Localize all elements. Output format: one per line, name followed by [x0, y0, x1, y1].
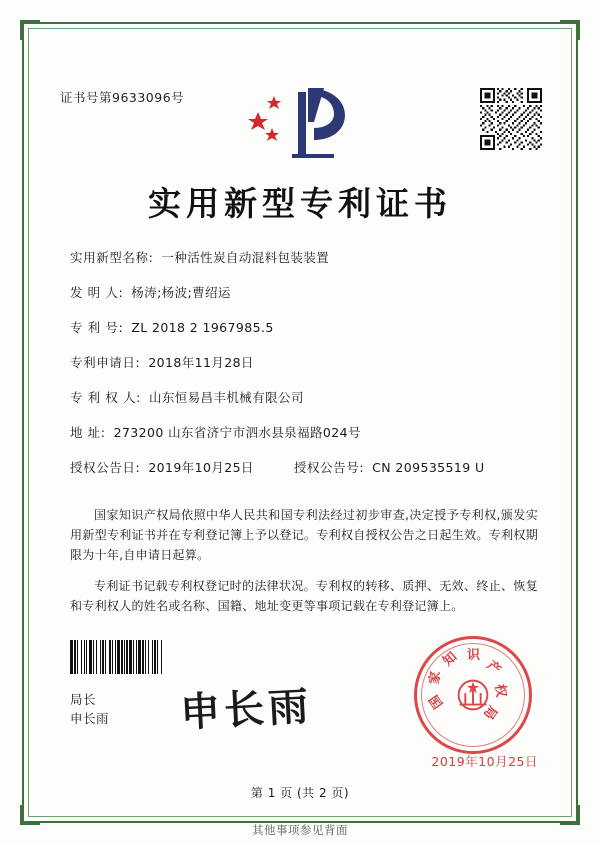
seal-character: 权	[491, 683, 509, 699]
field-label: 地 址:	[70, 425, 106, 440]
seal-character: 国	[426, 691, 447, 711]
signature-block	[70, 690, 109, 728]
field-label: 专 利 权 人:	[70, 390, 141, 405]
field-value: 山东恒易昌丰机械有限公司	[148, 390, 304, 405]
signature-name: 申长雨	[70, 711, 110, 726]
field-row-patentee	[70, 388, 540, 406]
grant-publication-group	[294, 458, 485, 476]
page-title: 实用新型专利证书	[148, 184, 452, 223]
patent-emblem-logo-icon	[248, 82, 352, 164]
seal-character: 产	[483, 658, 504, 678]
corner-ornament-top-left	[20, 20, 40, 40]
field-value: 杨涛;杨波;曹绍运	[131, 285, 231, 300]
field-value: 273200 山东省济宁市泗水县泉福路024号	[113, 425, 361, 440]
qr-code	[480, 88, 542, 150]
seal-character: 局	[480, 702, 500, 722]
field-row-patent-number	[70, 318, 540, 336]
seal-date: 2019年10月25日	[431, 754, 538, 769]
seal-character: 识	[467, 648, 481, 663]
national-emblem-icon	[450, 672, 496, 718]
field-list	[70, 248, 540, 493]
field-row-address	[70, 423, 540, 441]
official-seal	[414, 636, 532, 754]
field-label: 专 利 号:	[70, 320, 124, 335]
grant-publication-value: CN 209535519 U	[372, 460, 485, 475]
seal-character: 家	[427, 670, 444, 686]
field-value: 2018年11月28日	[148, 355, 254, 370]
back-side-note: 其他事项参见背面	[252, 823, 348, 837]
field-row-invention-name	[70, 248, 540, 266]
field-label: 实用新型名称:	[70, 250, 154, 265]
qr-code-icon	[480, 88, 542, 150]
legal-text	[70, 505, 538, 627]
legal-paragraph-2: 专利证书记载专利权登记时的法律状况。专利权的转移、质押、无效、终止、恢复和专利权人的姓名或名称、国籍、地址变更等事项记载在专利登记簿上。	[70, 579, 538, 613]
field-row-application-date	[70, 353, 540, 371]
field-row-grant	[70, 458, 540, 476]
field-row-inventors	[70, 283, 540, 301]
grant-publication-label: 授权公告号:	[293, 460, 365, 475]
seal-character: 知	[440, 649, 461, 670]
field-value: 一种活性炭自动混料包装装置	[161, 250, 330, 265]
corner-ornament-top-right	[560, 20, 580, 40]
barcode	[70, 640, 285, 674]
certificate-number: 证书号第9633096号	[60, 90, 185, 105]
field-value: ZL 2018 2 1967985.5	[131, 320, 274, 335]
grant-date-value: 2019年10月25日	[148, 460, 254, 475]
legal-paragraph-1: 国家知识产权局依照中华人民共和国专利法经过初步审查,决定授予专利权,颁发实用新型专利证书并在专利登记簿上予以登记。专利权自授权公告之日起生效。专利权期限为十年,自申请日起算。	[70, 508, 538, 562]
grant-date-label: 授权公告日:	[70, 460, 141, 475]
page-number: 第 1 页 (共 2 页)	[250, 786, 350, 800]
signature-title: 局长	[70, 692, 97, 707]
patent-emblem-logo	[248, 82, 352, 164]
field-label: 发 明 人:	[70, 285, 124, 300]
field-label: 专利申请日:	[70, 355, 141, 370]
handwritten-signature: 申长雨	[179, 682, 314, 737]
